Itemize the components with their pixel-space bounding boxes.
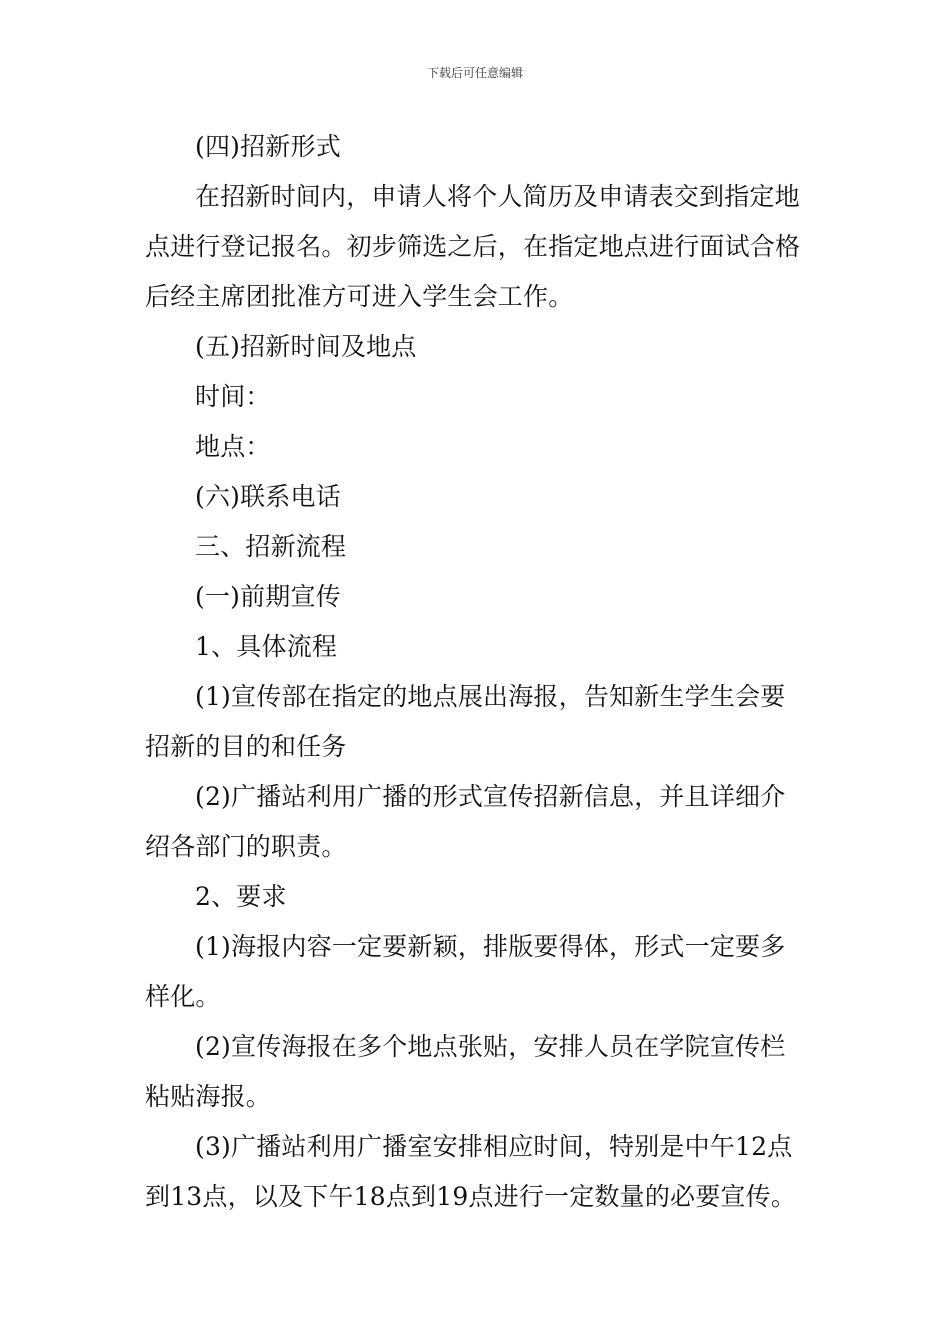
list-item-broadcast-schedule: (3)广播站利用广播室安排相应时间，特别是中午12点到13点，以及下午18点到19点进行一定数量的必要宣传。 (145, 1132, 797, 1211)
paragraph-recruit-form: 在招新时间内，申请人将个人简历及申请表交到指定地点进行登记报名。初步筛选之后，在指定地点进行面试合格后经主席团批准方可进入学生会工作。 (145, 182, 801, 311)
page-header-note: 下载后可任意编辑 (426, 66, 523, 80)
location-label: 地点： (195, 432, 271, 461)
list-item-poster-content: (1)海报内容一定要新颖，排版要得体，形式一定要多样化。 (145, 932, 786, 1011)
list-heading-specific-process: 1、具体流程 (195, 632, 338, 661)
time-label: 时间： (195, 382, 271, 411)
section-heading-contact: (六)联系电话 (195, 482, 341, 511)
list-heading-requirements: 2、要求 (195, 882, 287, 911)
document-body (145, 122, 810, 1222)
list-item-broadcast: (2)广播站利用广播的形式宣传招新信息，并且详细介绍各部门的职责。 (145, 782, 786, 861)
section-heading-recruit-form: (四)招新形式 (195, 132, 341, 161)
subsection-heading-promotion: (一)前期宣传 (195, 582, 341, 611)
section-heading-process: 三、招新流程 (195, 532, 347, 561)
list-item-poster-placement: (2)宣传海报在多个地点张贴，安排人员在学院宣传栏粘贴海报。 (145, 1032, 786, 1111)
list-item-poster: (1)宣传部在指定的地点展出海报，告知新生学生会要招新的目的和任务 (145, 682, 786, 761)
section-heading-time-location: (五)招新时间及地点 (195, 332, 417, 361)
